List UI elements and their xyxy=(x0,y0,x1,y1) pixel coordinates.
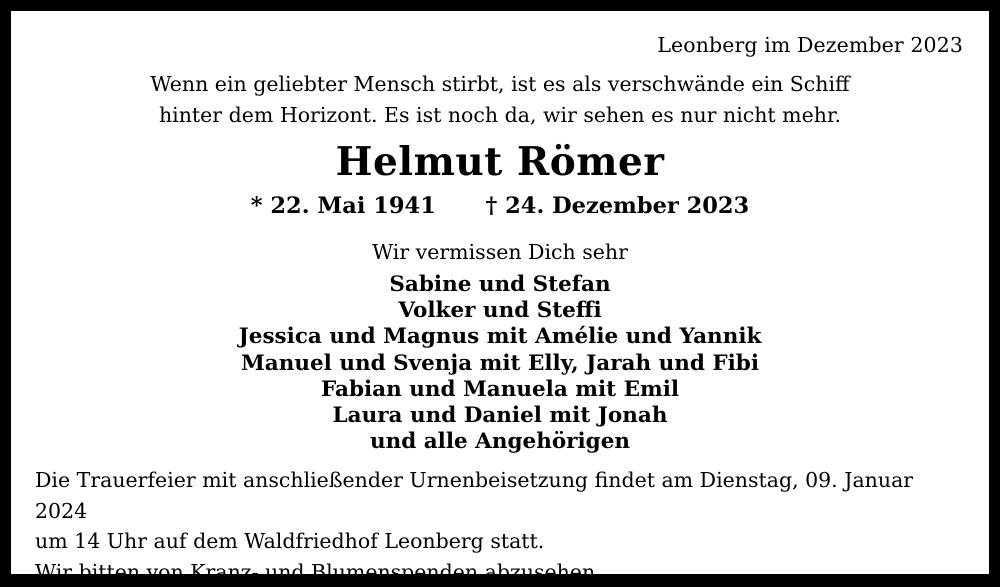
mourner-line: Laura und Daniel mit Jonah xyxy=(11,403,989,429)
obituary-notice xyxy=(11,11,989,574)
service-line-3: Wir bitten von Kranz- und Blumenspenden abzusehen. xyxy=(35,557,965,587)
life-dates xyxy=(11,193,989,219)
mourner-line: Sabine und Stefan xyxy=(11,272,989,298)
service-line-2: um 14 Uhr auf dem Waldfriedhof Leonberg statt. xyxy=(35,526,965,557)
deceased-name: Helmut Römer xyxy=(11,139,989,185)
mourner-line: und alle Angehörigen xyxy=(11,429,989,455)
mourners-list xyxy=(11,272,989,455)
birth-date: * 22. Mai 1941 xyxy=(251,193,436,219)
mourner-line: Volker und Steffi xyxy=(11,298,989,324)
service-line-1: Die Trauerfeier mit anschließender Urnenbeisetzung findet am Dienstag, 09. Januar 2024 xyxy=(35,465,965,526)
service-details xyxy=(35,465,965,587)
verse-line-1: Wenn ein geliebter Mensch stirbt, ist es als verschwände ein Schiff xyxy=(11,69,989,100)
mourner-line: Jessica und Magnus mit Amélie und Yannik xyxy=(11,324,989,350)
death-date: † 24. Dezember 2023 xyxy=(486,193,750,219)
mourner-line: Fabian und Manuela mit Emil xyxy=(11,377,989,403)
mourner-line: Manuel und Svenja mit Elly, Jarah und Fibi xyxy=(11,351,989,377)
location-date: Leonberg im Dezember 2023 xyxy=(657,33,963,57)
mourning-intro: Wir vermissen Dich sehr xyxy=(11,240,989,264)
verse-line-2: hinter dem Horizont. Es ist noch da, wir sehen es nur nicht mehr. xyxy=(11,100,989,131)
memorial-verse xyxy=(11,69,989,131)
